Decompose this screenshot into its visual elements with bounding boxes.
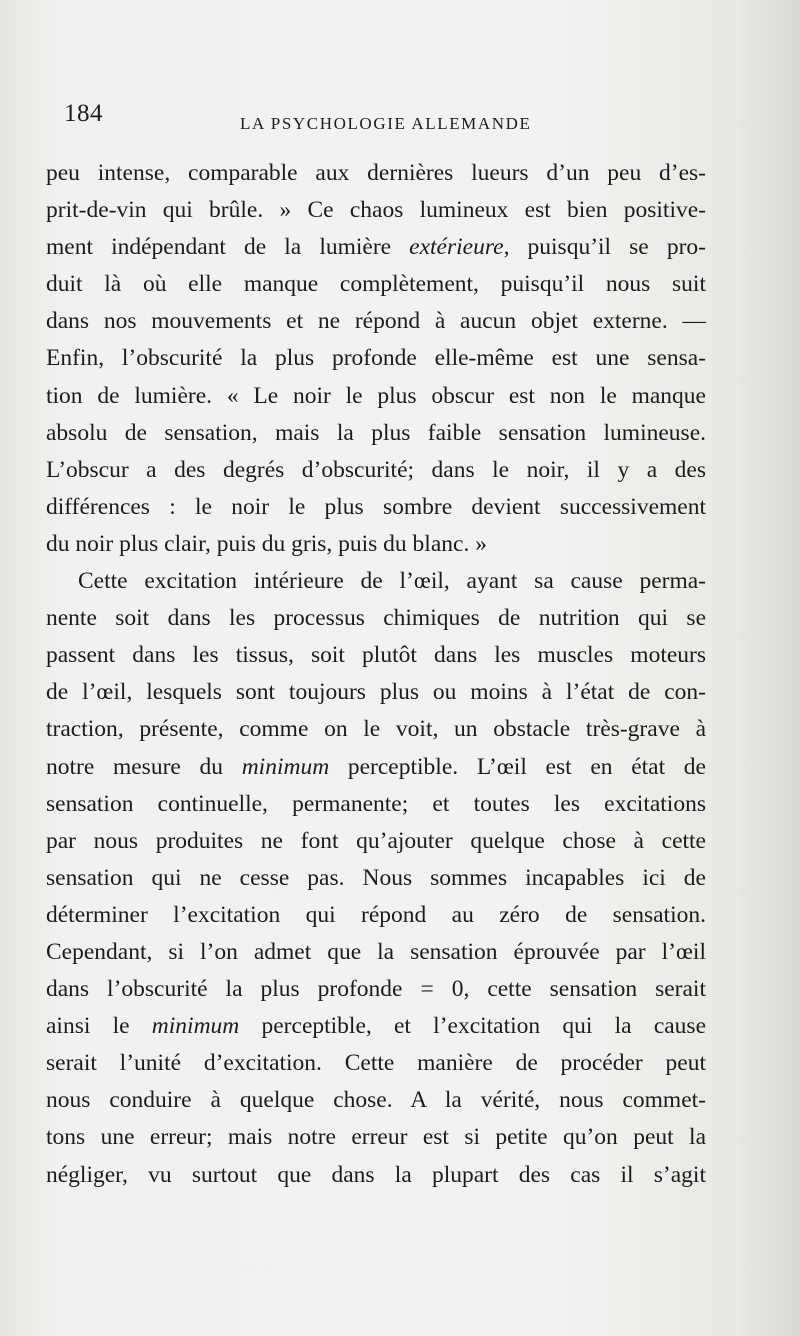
text-segment: perceptible. L’œil est en état de xyxy=(329,753,706,780)
text-segment: ainsi le xyxy=(46,1013,152,1040)
text-segment: ment indépendant de la lumière xyxy=(46,234,410,261)
italic-word: minimum xyxy=(241,753,330,780)
text-segment: de l’œil, lesquels sont toujours plus ou moins à l’état de con- xyxy=(46,679,706,706)
text-segment: Cette excitation intérieure de l’œil, ayant sa cause perma- xyxy=(78,568,706,595)
text-segment: négliger, vu surtout que dans la plupart des cas il s’agit xyxy=(46,1161,706,1188)
text-line xyxy=(46,1045,706,1082)
text-line xyxy=(46,526,706,563)
text-segment: nous conduire à quelque chose. A la vérité, nous commet- xyxy=(46,1087,706,1114)
page-header xyxy=(64,100,704,140)
text-line xyxy=(46,823,706,860)
text-line xyxy=(46,229,706,266)
text-line xyxy=(46,192,706,229)
text-line xyxy=(46,637,706,674)
text-segment: tons une erreur; mais notre erreur est si petite qu’on peut la xyxy=(46,1124,706,1151)
text-segment: perceptible, et l’excitation qui la cause xyxy=(239,1013,707,1040)
text-segment: du noir plus clair, puis du gris, puis du blanc. » xyxy=(46,530,487,557)
text-line xyxy=(46,934,706,971)
text-segment: tion de lumière. « Le noir le plus obscur est non le manque xyxy=(46,382,706,409)
text-line xyxy=(46,674,706,711)
text-segment: dans nos mouvements et ne répond à aucun objet externe. — xyxy=(46,308,706,335)
text-segment: serait l’unité d’excitation. Cette manière de procéder peut xyxy=(46,1050,706,1077)
text-segment: Cependant, si l’on admet que la sensation éprouvée par l’œil xyxy=(46,938,706,965)
text-segment: passent dans les tissus, soit plutôt dans les muscles moteurs xyxy=(46,642,706,669)
text-segment: duit là où elle manque complètement, puisqu’il nous suit xyxy=(46,271,706,298)
text-line xyxy=(46,415,706,452)
text-segment: L’obscur a des degrés d’obscurité; dans le noir, il y a des xyxy=(46,456,706,483)
text-line xyxy=(46,1157,706,1194)
page-number: 184 xyxy=(64,100,103,127)
text-segment: nente soit dans les processus chimiques de nutrition qui se xyxy=(46,605,706,632)
text-segment: peu intense, comparable aux dernières lueurs d’un peu d’es- xyxy=(46,160,706,186)
text-segment: différences : le noir le plus sombre devient successivement xyxy=(46,493,706,520)
text-segment: dans l’obscurité la plus profonde = 0, cette sensation serait xyxy=(46,976,706,1003)
text-segment: sensation continuelle, permanente; et toutes les excitations xyxy=(46,790,706,817)
text-segment: , puisqu’il se pro- xyxy=(503,234,706,261)
text-line xyxy=(46,897,706,934)
text-segment: déterminer l’excitation qui répond au zéro de sensation. xyxy=(46,901,706,928)
text-line xyxy=(46,452,706,489)
text-line xyxy=(46,378,706,415)
text-line xyxy=(46,1119,706,1156)
text-segment: traction, présente, comme on le voit, un obstacle très-grave à xyxy=(46,716,706,743)
text-line xyxy=(46,786,706,823)
text-segment: notre mesure du xyxy=(46,753,242,780)
text-line xyxy=(46,340,706,377)
text-line xyxy=(46,860,706,897)
body-text xyxy=(46,155,706,1194)
text-segment: sensation qui ne cesse pas. Nous sommes incapables ici de xyxy=(46,864,706,891)
text-line xyxy=(46,1082,706,1119)
text-line xyxy=(46,155,706,192)
text-line xyxy=(46,1008,706,1045)
text-line xyxy=(46,563,706,600)
text-segment: absolu de sensation, mais la plus faible sensation lumineuse. xyxy=(46,419,706,446)
running-head: LA PSYCHOLOGIE ALLEMANDE xyxy=(240,114,532,133)
text-line xyxy=(46,749,706,786)
text-line xyxy=(46,303,706,340)
text-segment: prit-de-vin qui brûle. » Ce chaos lumineux est bien positive- xyxy=(46,197,706,224)
italic-word: extérieure xyxy=(409,234,504,261)
italic-word: minimum xyxy=(151,1013,240,1040)
text-segment: par nous produites ne font qu’ajouter quelque chose à cette xyxy=(46,827,706,854)
text-line xyxy=(46,489,706,526)
text-line xyxy=(46,711,706,748)
text-segment: Enfin, l’obscurité la plus profonde elle-même est une sensa- xyxy=(46,345,706,372)
text-line xyxy=(46,266,706,303)
text-line xyxy=(46,971,706,1008)
text-line xyxy=(46,600,706,637)
